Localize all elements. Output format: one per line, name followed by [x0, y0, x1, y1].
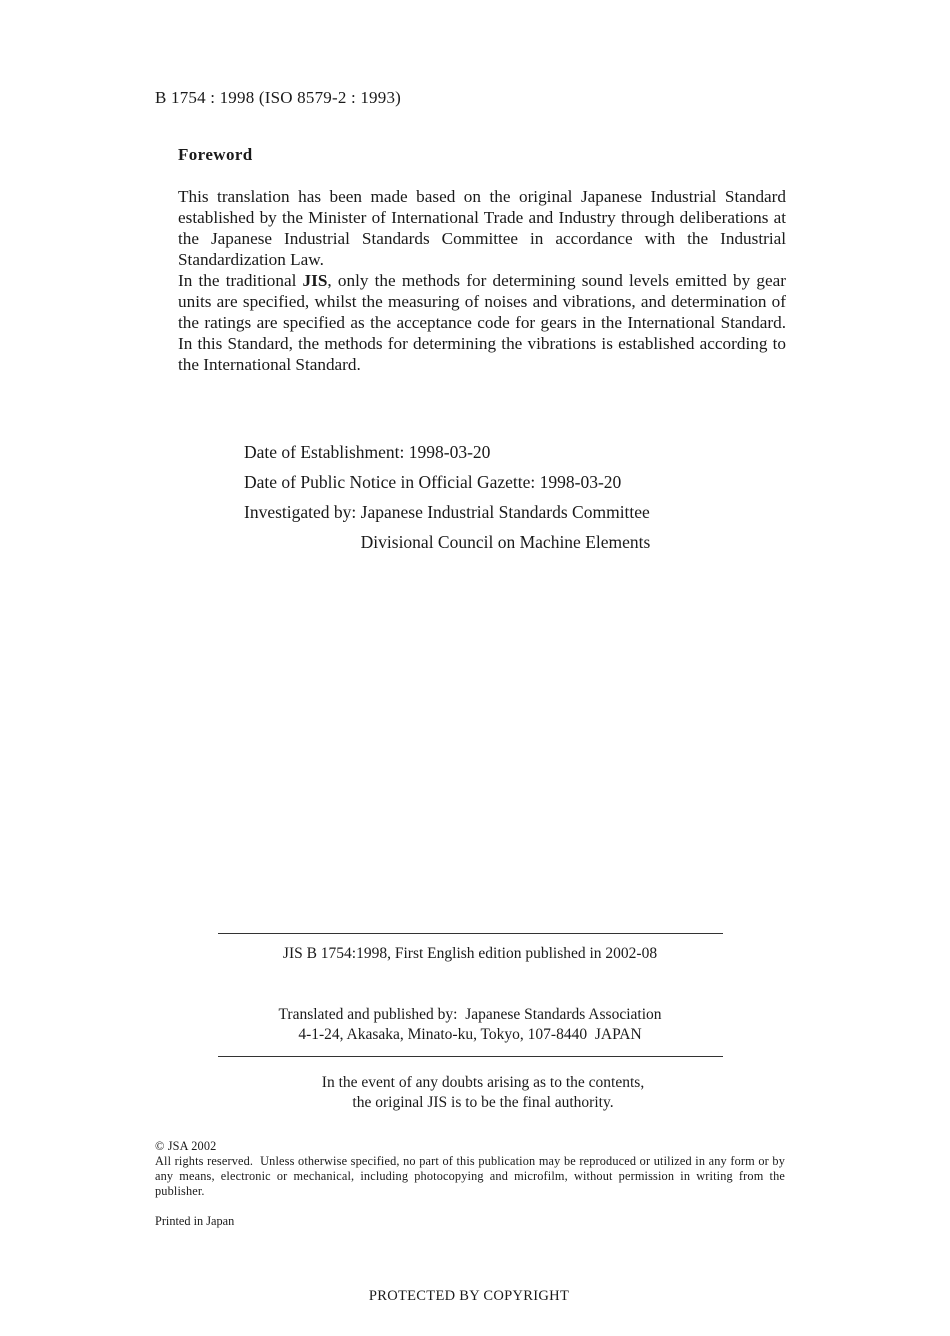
copyright-line: © JSA 2002 [155, 1139, 217, 1153]
divider-rule-top [218, 933, 723, 934]
printed-in-notice: Printed in Japan [155, 1214, 235, 1228]
foreword-paragraph-2-prefix: In the traditional [178, 271, 303, 290]
investigated-by-row [244, 497, 650, 557]
authority-notice [0, 1073, 950, 1113]
rights-reserved-text: All rights reserved. Unless otherwise specified, no part of this publication may be reproduced or utilized in any form or by any means, electronic or mechanical, including photocopying and microfilm, without permission in writing from the publisher. [155, 1154, 789, 1198]
jis-emphasis: JIS [302, 271, 328, 290]
copyright-block [155, 1139, 789, 1199]
foreword-heading: Foreword [178, 145, 253, 164]
establishment-date-label: Date of Establishment: [244, 442, 405, 462]
divider-rule-bottom [218, 1056, 723, 1057]
investigated-by-label: Investigated by: [244, 502, 357, 522]
public-notice-date-label: Date of Public Notice in Official Gazette: [244, 472, 536, 492]
establishment-date-value: 1998-03-20 [408, 442, 491, 462]
establishment-metadata [244, 437, 650, 557]
document-identifier: B 1754 : 1998 (ISO 8579-2 : 1993) [155, 88, 402, 107]
foreword-body [178, 186, 786, 375]
public-notice-date-row [244, 467, 650, 497]
foreword-paragraph-2-suffix: , only the methods for determining sound levels emitted by gear units are specified, whilst the measuring of noises and vibrations, and determination of the ratings are specified as the acceptance code for gears in the International Standard. In this Standard, the methods for determining the vibrations is established according to the International Standard. [178, 271, 786, 374]
authority-line-2: the original JIS is to be the final authority. [352, 1094, 614, 1111]
investigated-by-council: Divisional Council on Machine Elements [360, 532, 651, 552]
edition-statement: JIS B 1754:1998, First English edition published in 2002-08 [282, 945, 658, 962]
foreword-paragraph-2 [178, 270, 786, 375]
public-notice-date-value: 1998-03-20 [539, 472, 622, 492]
protected-by-copyright-footer: PROTECTED BY COPYRIGHT [368, 1288, 570, 1304]
investigated-by-value [361, 497, 651, 557]
investigated-by-committee: Japanese Industrial Standards Committee [360, 502, 650, 522]
publisher-address-line: 4-1-24, Akasaka, Minato-ku, Tokyo, 107-8440 JAPAN [298, 1026, 642, 1043]
publisher-block [0, 1005, 940, 1045]
authority-line-1: In the event of any doubts arising as to the contents, [321, 1074, 645, 1091]
establishment-date-row [244, 437, 650, 467]
foreword-paragraph-1: This translation has been made based on the original Japanese Industrial Standard established by the Minister of International Trade and Industry through deliberations at the Japanese Industrial Standards Committee in accordance with the Industrial Standardization Law. [178, 187, 786, 269]
translated-by-line: Translated and published by: Japanese Standards Association [278, 1006, 662, 1023]
